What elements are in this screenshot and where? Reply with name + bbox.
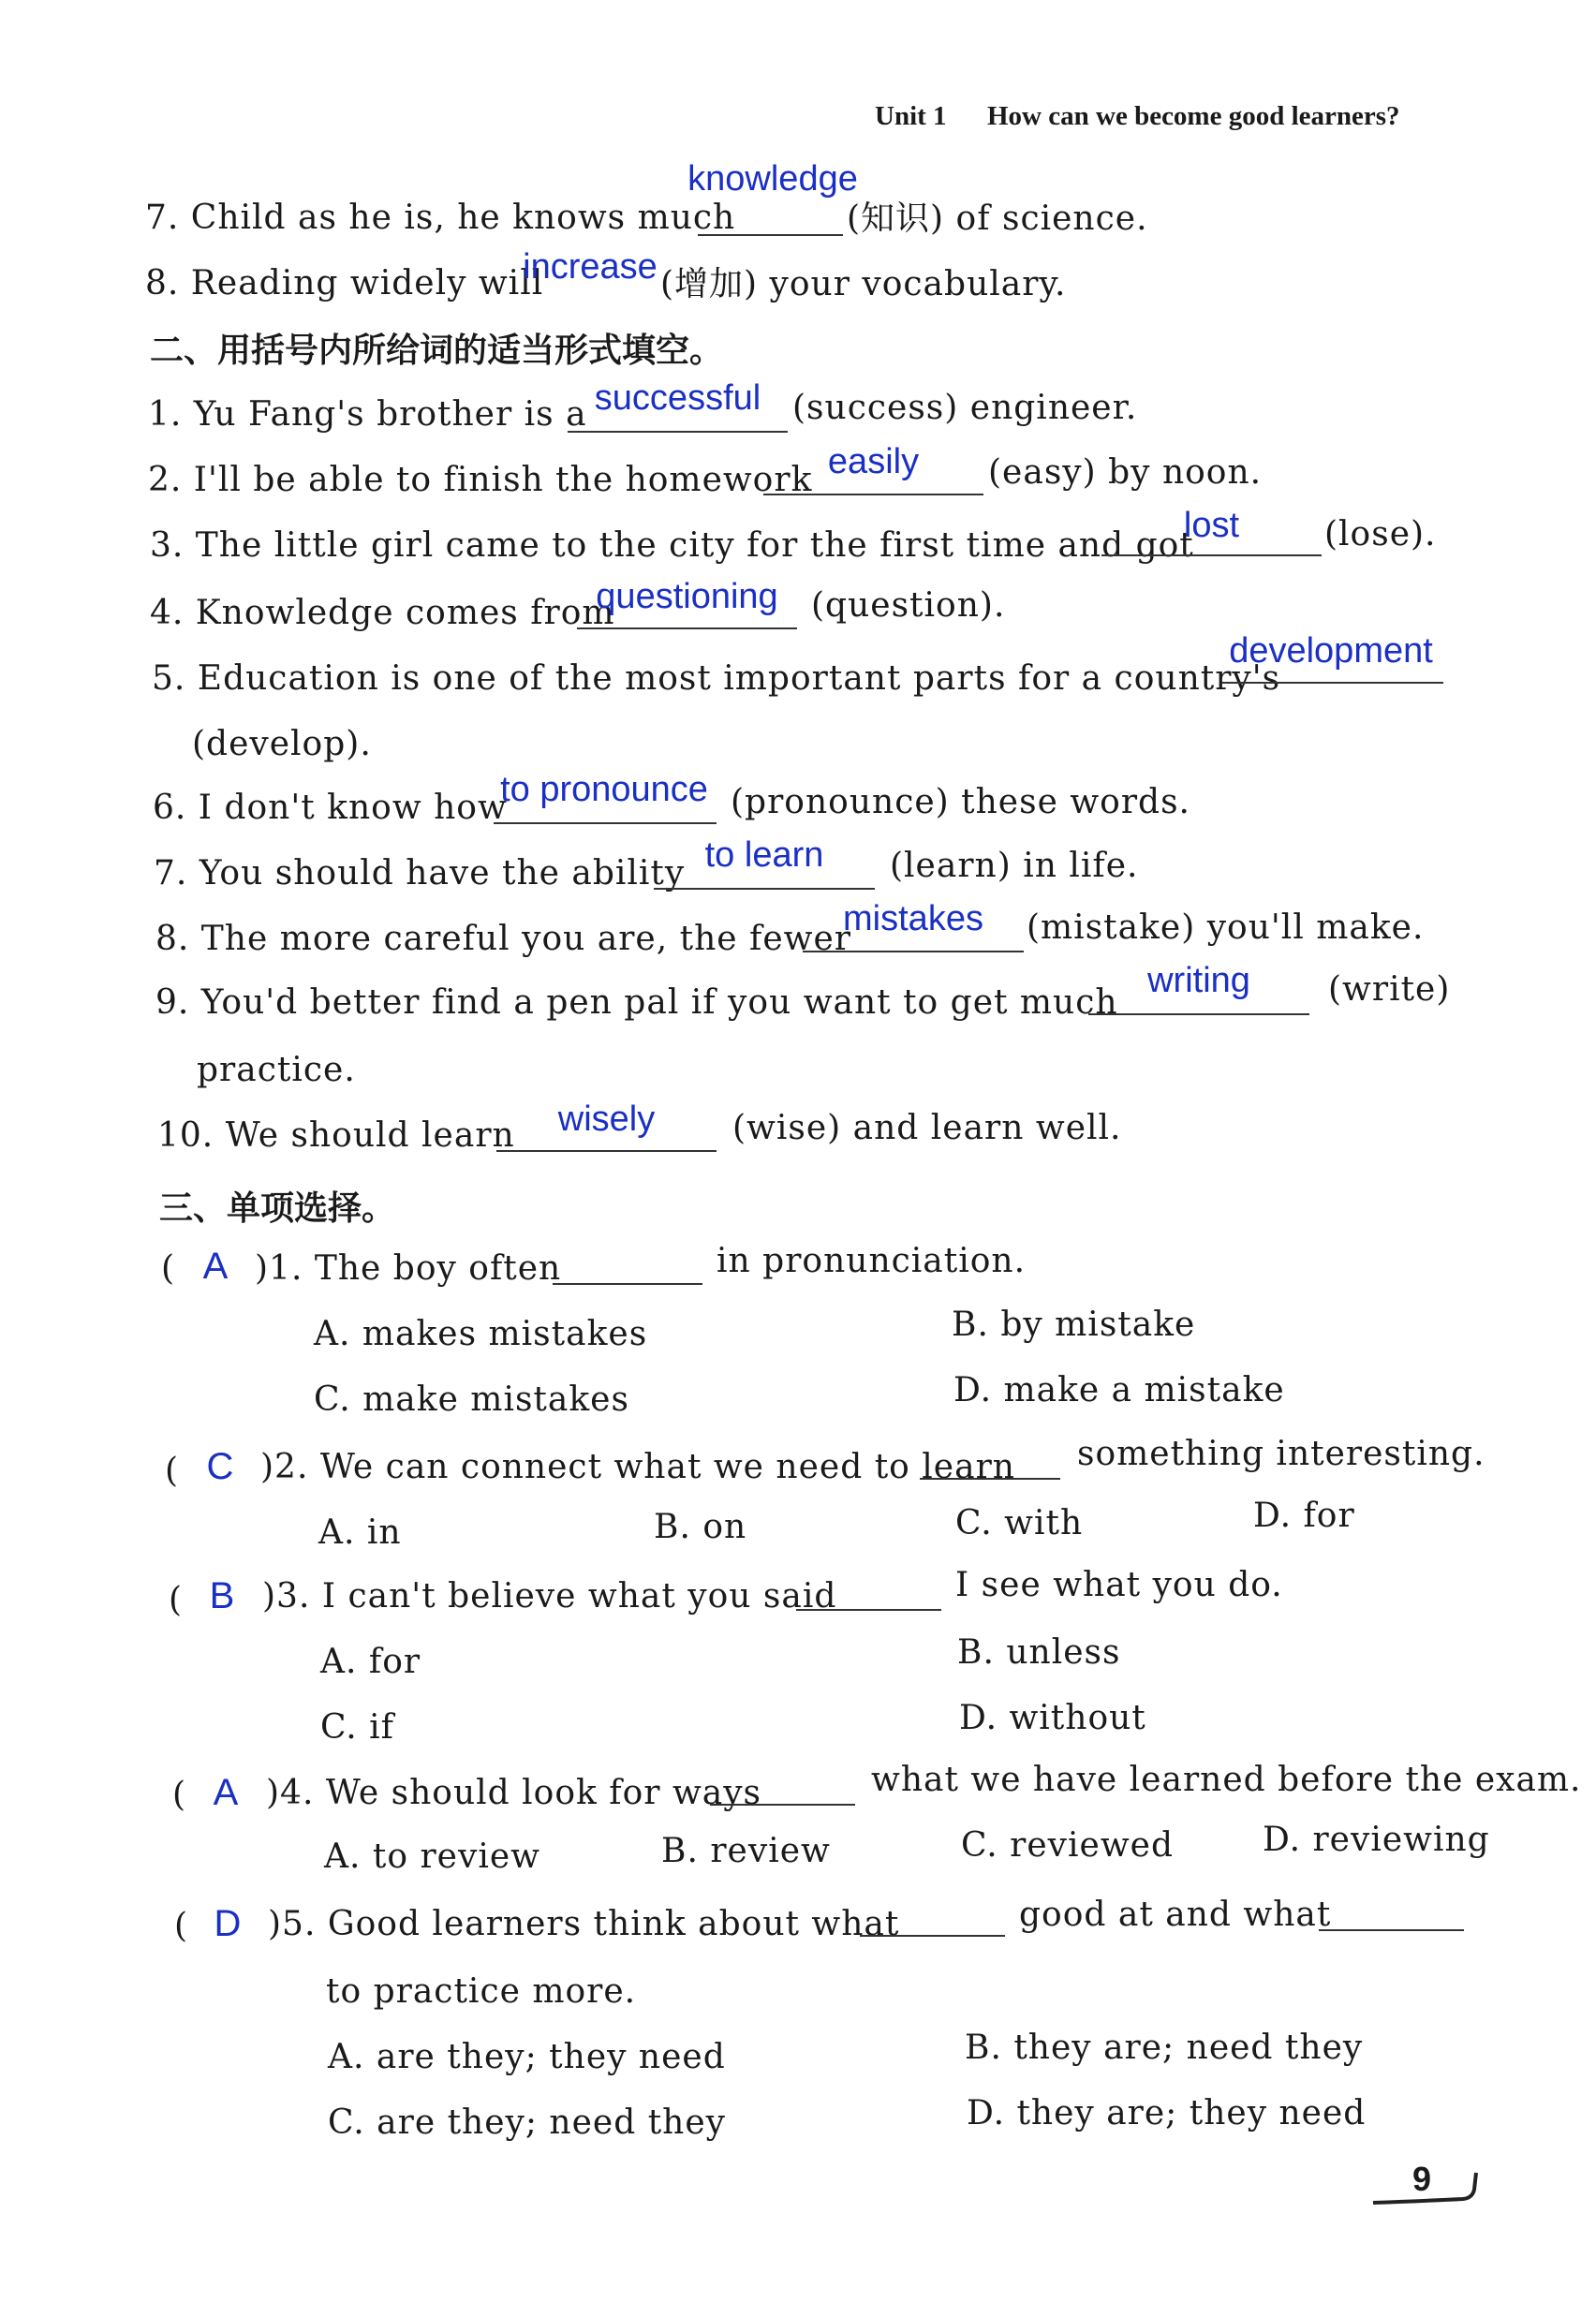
q2-10-after: (wise) and learn well. — [732, 1109, 1122, 1147]
q1-7-blank — [698, 234, 843, 236]
q2-3-after: (lose). — [1324, 515, 1437, 553]
q2-7-after: (learn) in life. — [890, 847, 1139, 885]
mc5-option-d: D. they are; they need — [967, 2094, 1367, 2132]
q2-10-text: 10. We should learn — [157, 1116, 515, 1155]
q2-5-blank — [1221, 682, 1443, 684]
q1-8-after: (增加) your vocabulary. — [660, 265, 1067, 303]
mc2-blank — [920, 1478, 1060, 1480]
q2-1-blank — [568, 431, 788, 433]
q2-8-after: (mistake) you'll make. — [1027, 908, 1425, 947]
mc5-stem-after: to practice more. — [326, 1972, 637, 2011]
mc4-paren: ( — [172, 1776, 186, 1814]
q2-8-text: 8. The more careful you are, the fewer — [155, 920, 851, 958]
q2-6-answer: to pronounce — [500, 770, 708, 809]
mc5-stem-mid: good at and what — [1019, 1896, 1332, 1934]
mc3-option-c: C. if — [320, 1708, 394, 1747]
q2-2-after: (easy) by noon. — [988, 453, 1263, 492]
q2-8-answer: mistakes — [843, 899, 983, 938]
page-number: 9 — [1412, 2160, 1432, 2198]
mc5-option-a: A. are they; they need — [328, 2038, 726, 2076]
q2-5-answer: development — [1229, 631, 1433, 671]
mc3-blank — [796, 1609, 941, 1611]
mc2-stem-after: something interesting. — [1077, 1435, 1485, 1473]
mc4-blank — [710, 1804, 855, 1806]
q2-4-after: (question). — [811, 586, 1006, 625]
mc2-option-c: C. with — [955, 1504, 1084, 1542]
q2-1-text: 1. Yu Fang's brother is a — [148, 395, 587, 434]
mc3-paren: ( — [169, 1581, 183, 1619]
section2-heading: 二、用括号内所给词的适当形式填空。 — [150, 332, 724, 370]
q2-4-blank — [577, 627, 797, 629]
q2-3-text: 3. The little girl came to the city for the first time and got — [150, 526, 1194, 565]
q2-3-blank — [1101, 554, 1322, 556]
mc1-paren: ( — [161, 1249, 175, 1288]
q2-9-after2: practice. — [197, 1051, 356, 1089]
q2-5-text: 5. Education is one of the most important parts for a country's — [152, 659, 1281, 698]
q2-8-blank — [803, 951, 1024, 952]
q2-3-answer: lost — [1183, 506, 1240, 545]
q2-6-blank — [494, 822, 717, 824]
q2-4-text: 4. Knowledge comes from — [150, 594, 615, 632]
q1-7-answer: knowledge — [687, 159, 858, 199]
mc2-answer: C — [206, 1446, 234, 1487]
mc1-answer: A — [202, 1246, 229, 1287]
mc2-paren: ( — [165, 1452, 179, 1490]
q2-2-blank — [763, 494, 983, 495]
q1-8-answer: increase — [523, 247, 658, 287]
q2-5-after: (develop). — [192, 725, 372, 763]
mc1-option-c: C. make mistakes — [314, 1380, 629, 1419]
mc5-blank-1 — [860, 1935, 1005, 1937]
mc5-paren: ( — [174, 1907, 188, 1945]
mc1-stem-after: in pronunciation. — [717, 1242, 1027, 1280]
q2-7-text: 7. You should have the ability — [154, 854, 686, 893]
q2-9-answer: writing — [1147, 961, 1250, 1000]
mc4-option-d: D. reviewing — [1263, 1821, 1490, 1859]
mc3-option-b: B. unless — [957, 1633, 1121, 1672]
mc5-stem: )5. Good learners think about what — [268, 1905, 900, 1943]
mc1-option-a: A. makes mistakes — [314, 1315, 648, 1353]
q2-10-blank — [496, 1150, 717, 1152]
mc4-answer: A — [213, 1772, 239, 1813]
mc4-option-c: C. reviewed — [961, 1826, 1174, 1865]
mc4-option-b: B. review — [661, 1832, 831, 1870]
mc2-stem: )2. We can connect what we need to learn — [260, 1448, 1015, 1486]
unit-label: Unit 1 — [875, 101, 947, 131]
q1-7-text: 7. Child as he is, he knows much — [145, 199, 736, 237]
mc2-option-a: A. in — [318, 1513, 402, 1552]
q2-2-text: 2. I'll be able to finish the homework — [148, 461, 813, 499]
q2-9-after: (write) — [1328, 970, 1451, 1009]
q2-1-answer: successful — [594, 378, 761, 418]
q2-1-after: (success) engineer. — [792, 389, 1138, 427]
mc4-option-a: A. to review — [324, 1837, 540, 1876]
q1-8-text: 8. Reading widely will — [145, 264, 544, 303]
q2-7-answer: to learn — [704, 835, 824, 875]
mc3-answer: B — [209, 1575, 235, 1616]
mc2-option-b: B. on — [654, 1508, 747, 1546]
mc3-stem-after: I see what you do. — [955, 1566, 1283, 1604]
q2-9-text: 9. You'd better find a pen pal if you want to get much — [155, 983, 1118, 1022]
mc3-option-a: A. for — [320, 1643, 421, 1681]
mc5-option-b: B. they are; need they — [965, 2029, 1364, 2067]
mc5-blank-2 — [1319, 1929, 1464, 1931]
mc4-stem-after: what we have learned before the exam. — [871, 1761, 1582, 1799]
q2-10-answer: wisely — [557, 1099, 656, 1139]
mc1-stem: )1. The boy often — [255, 1249, 562, 1288]
mc1-option-d: D. make a mistake — [953, 1371, 1285, 1409]
mc3-option-d: D. without — [959, 1699, 1146, 1737]
q1-7-after: (知识) of science. — [847, 199, 1148, 238]
q2-6-after: (pronounce) these words. — [731, 783, 1190, 821]
section3-heading: 三、单项选择。 — [159, 1189, 396, 1228]
q2-9-blank — [1088, 1013, 1309, 1015]
mc2-option-d: D. for — [1253, 1497, 1355, 1535]
q2-2-answer: easily — [827, 442, 920, 481]
mc1-blank — [553, 1283, 702, 1285]
q2-4-answer: questioning — [596, 577, 778, 616]
mc3-stem: )3. I can't believe what you said — [262, 1577, 837, 1616]
q2-7-blank — [654, 888, 875, 890]
q2-6-text: 6. I don't know how — [153, 789, 508, 827]
unit-title: How can we become good learners? — [987, 101, 1400, 131]
mc5-option-c: C. are they; need they — [328, 2103, 727, 2142]
mc4-stem: )4. We should look for ways — [266, 1774, 762, 1812]
mc5-answer: D — [214, 1903, 242, 1944]
mc1-option-b: B. by mistake — [952, 1306, 1196, 1344]
page-number-swoosh-icon — [1369, 2154, 1482, 2210]
